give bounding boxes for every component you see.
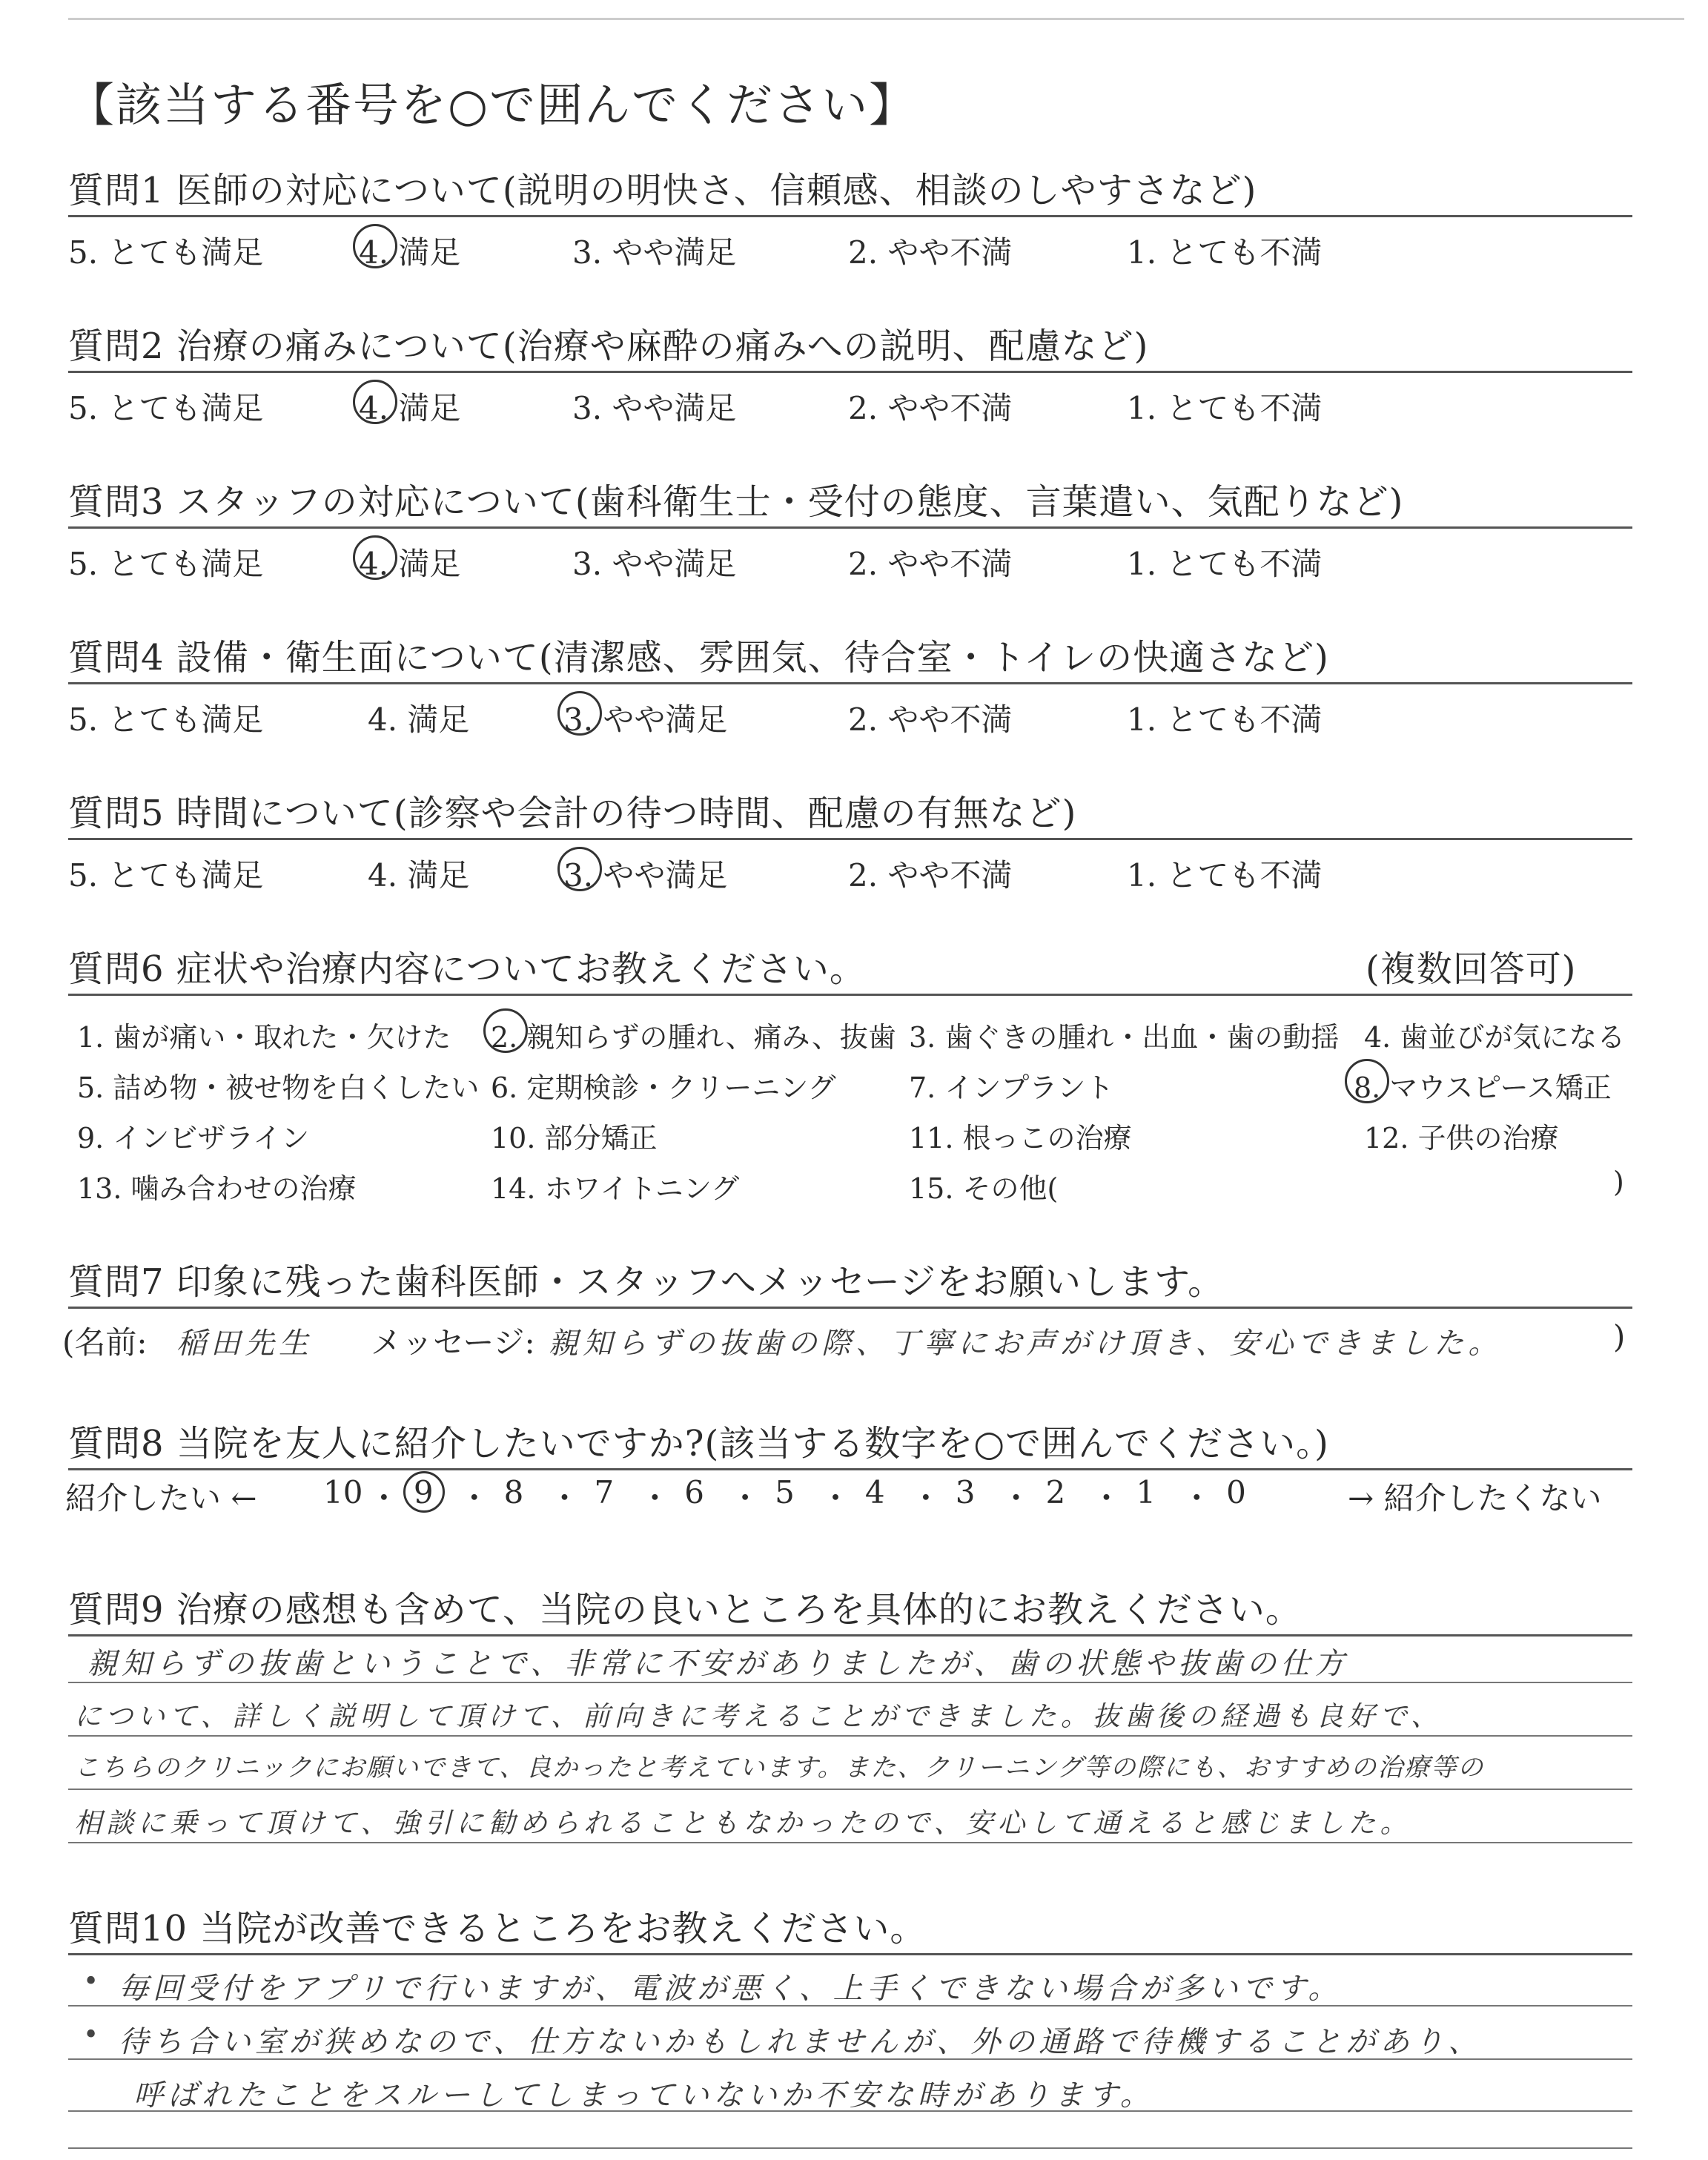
q7-name-value[interactable]: 稲田先生 xyxy=(176,1327,313,1361)
q10-bullet-1: • xyxy=(83,1966,99,1997)
q8-left-label: 紹介したい ← xyxy=(65,1480,257,1516)
q9-answer-line-3[interactable]: こちらのクリニックにお願いできて、良かったと考えています。また、クリーニング等の際にも、おすすめの治療等の xyxy=(74,1753,1485,1783)
q3-option-2[interactable]: 2. やや不満 xyxy=(848,546,1013,582)
q8-number-7[interactable]: 7 xyxy=(594,1474,615,1510)
q10-writing-line-3 xyxy=(68,2110,1632,2112)
q9-writing-line-2 xyxy=(68,1735,1632,1737)
question-6-rule xyxy=(68,994,1632,996)
q6-option-9[interactable]: 9. インビザライン xyxy=(77,1122,310,1155)
question-4-label: 質問4 設備・衛生面について(清潔感、雰囲気、待合室・トイレの快適さなど) xyxy=(68,637,1329,678)
q8-separator: ・ xyxy=(1090,1480,1122,1516)
q1-selected-circle xyxy=(353,224,397,268)
q7-name-label: (名前: xyxy=(62,1324,148,1361)
question-10-label: 質問10 当院が改善できるところをお教えください。 xyxy=(68,1908,927,1949)
question-1-label: 質問1 医師の対応について(説明の明快さ、信頼感、相談のしやすさなど) xyxy=(68,170,1257,211)
q8-number-10[interactable]: 10 xyxy=(323,1474,363,1510)
q5-option-4[interactable]: 4. 満足 xyxy=(368,857,470,894)
q7-message-value[interactable]: 親知らずの抜歯の際、丁寧にお声がけ頂き、安心できました。 xyxy=(549,1327,1503,1361)
q10-answer-line-3[interactable]: 呼ばれたことをスルーしてしまっていないか不安な時があります。 xyxy=(133,2078,1154,2113)
q2-option-4[interactable]: 4. 満足 xyxy=(359,390,461,426)
q1-option-2[interactable]: 2. やや不満 xyxy=(848,234,1013,271)
q1-option-1[interactable]: 1. とても不満 xyxy=(1127,234,1323,271)
q8-number-3[interactable]: 3 xyxy=(955,1474,976,1510)
q8-separator: ・ xyxy=(729,1480,761,1516)
q9-answer-line-1[interactable]: 親知らずの抜歯ということで、非常に不安がありましたが、歯の状態や抜歯の仕方 xyxy=(87,1647,1349,1681)
q7-close: ) xyxy=(1613,1318,1626,1355)
q8-separator: ・ xyxy=(549,1480,580,1516)
question-1-rule xyxy=(68,215,1632,217)
q4-selected-circle xyxy=(557,691,602,736)
q8-right-label: → 紹介したくない xyxy=(1348,1480,1602,1516)
q8-number-1[interactable]: 1 xyxy=(1136,1474,1156,1510)
question-8-label: 質問8 当院を友人に紹介したいですか?(該当する数字を○で囲んでください。) xyxy=(68,1423,1329,1464)
q6-option-8-circle xyxy=(1345,1059,1389,1103)
q8-selected-circle xyxy=(403,1471,445,1513)
question-9-rule xyxy=(68,1634,1632,1636)
q8-separator: ・ xyxy=(1181,1480,1213,1516)
q6-option-14[interactable]: 14. ホワイトニング xyxy=(491,1172,740,1205)
q6-option-2[interactable]: 2. 親知らずの腫れ、痛み、抜歯 xyxy=(491,1021,896,1054)
q8-number-9[interactable]: 9 xyxy=(413,1474,434,1510)
q4-option-3[interactable]: 3. やや満足 xyxy=(563,701,728,738)
q10-writing-line-1 xyxy=(68,2005,1632,2007)
q6-option-10[interactable]: 10. 部分矯正 xyxy=(491,1122,658,1155)
question-7-label: 質問7 印象に残った歯科医師・スタッフへメッセージをお願いします。 xyxy=(68,1261,1225,1303)
q4-option-2[interactable]: 2. やや不満 xyxy=(848,701,1013,738)
q10-writing-line-4 xyxy=(68,2147,1632,2149)
q10-bullet-2: • xyxy=(83,2020,99,2050)
q3-option-5[interactable]: 5. とても満足 xyxy=(68,546,264,582)
q6-option-7[interactable]: 7. インプラント xyxy=(909,1071,1114,1104)
q6-option-13[interactable]: 13. 噛み合わせの治療 xyxy=(77,1172,357,1205)
q8-number-0[interactable]: 0 xyxy=(1226,1474,1246,1510)
question-2-label: 質問2 治療の痛みについて(治療や麻酔の痛みへの説明、配慮など) xyxy=(68,326,1149,367)
q8-number-6[interactable]: 6 xyxy=(684,1474,704,1510)
top-edge-line xyxy=(68,18,1684,20)
q6-option-15[interactable]: 15. その他( xyxy=(909,1172,1059,1205)
question-3-rule xyxy=(68,526,1632,529)
q8-separator: ・ xyxy=(458,1480,490,1516)
question-10-rule xyxy=(68,1953,1632,1955)
q2-option-5[interactable]: 5. とても満足 xyxy=(68,390,264,426)
q5-option-1[interactable]: 1. とても不満 xyxy=(1127,857,1323,894)
question-6-note: (複数回答可) xyxy=(1366,948,1577,990)
q8-number-scale xyxy=(323,1474,1317,1516)
q3-selected-circle xyxy=(353,535,397,580)
q3-option-1[interactable]: 1. とても不満 xyxy=(1127,546,1323,582)
q10-writing-line-2 xyxy=(68,2058,1632,2060)
q8-separator: ・ xyxy=(910,1480,941,1516)
q6-option-15-close: ) xyxy=(1613,1166,1624,1198)
q2-selected-circle xyxy=(353,380,397,424)
q9-writing-line-1 xyxy=(68,1682,1632,1683)
q3-option-4[interactable]: 4. 満足 xyxy=(359,546,461,582)
q4-option-4[interactable]: 4. 満足 xyxy=(368,701,470,738)
q6-option-5[interactable]: 5. 詰め物・被せ物を白くしたい xyxy=(77,1071,480,1104)
q1-option-4[interactable]: 4. 満足 xyxy=(359,234,461,271)
question-5-label: 質問5 時間について(診察や会計の待つ時間、配慮の有無など) xyxy=(68,793,1077,834)
question-3-label: 質問3 スタッフの対応について(歯科衛生士・受付の態度、言葉遣い、気配りなど) xyxy=(68,481,1404,523)
q8-separator: ・ xyxy=(368,1480,400,1516)
q5-option-2[interactable]: 2. やや不満 xyxy=(848,857,1013,894)
q1-option-5[interactable]: 5. とても満足 xyxy=(68,234,264,271)
q2-option-2[interactable]: 2. やや不満 xyxy=(848,390,1013,426)
question-2-rule xyxy=(68,371,1632,373)
q8-separator: ・ xyxy=(1000,1480,1032,1516)
question-7-rule xyxy=(68,1307,1632,1309)
q6-option-12[interactable]: 12. 子供の治療 xyxy=(1364,1122,1559,1155)
page-title: 【該当する番号を○で囲んでください】 xyxy=(68,78,917,132)
question-4-rule xyxy=(68,682,1632,684)
q2-option-1[interactable]: 1. とても不満 xyxy=(1127,390,1323,426)
question-9-label: 質問9 治療の感想も含めて、当院の良いところを具体的にお教えください。 xyxy=(68,1589,1302,1631)
q8-number-8[interactable]: 8 xyxy=(503,1474,524,1510)
q6-option-4[interactable]: 4. 歯並びが気になる xyxy=(1364,1021,1626,1054)
q8-number-2[interactable]: 2 xyxy=(1045,1474,1066,1510)
q6-option-11[interactable]: 11. 根っこの治療 xyxy=(909,1122,1132,1155)
question-6-label: 質問6 症状や治療内容についてお教えください。 xyxy=(68,948,866,990)
question-5-rule xyxy=(68,838,1632,840)
q8-number-4[interactable]: 4 xyxy=(864,1474,885,1510)
q4-option-5[interactable]: 5. とても満足 xyxy=(68,701,264,738)
q10-answer-line-1[interactable]: 毎回受付をアプリで行いますが、電波が悪く、上手くできない場合が多いです。 xyxy=(119,1972,1343,2006)
q6-option-6[interactable]: 6. 定期検診・クリーニング xyxy=(491,1071,836,1104)
q8-number-5[interactable]: 5 xyxy=(775,1474,795,1510)
q6-option-1[interactable]: 1. 歯が痛い・取れた・欠けた xyxy=(77,1021,451,1054)
q6-option-3[interactable]: 3. 歯ぐきの腫れ・出血・歯の動揺 xyxy=(909,1021,1340,1054)
q9-answer-line-4[interactable]: 相談に乗って頂けて、強引に勧められることもなかったので、安心して通えると感じました。 xyxy=(74,1807,1412,1839)
q5-option-3[interactable]: 3. やや満足 xyxy=(563,857,728,894)
q8-separator: ・ xyxy=(820,1480,852,1516)
q1-option-3[interactable]: 3. やや満足 xyxy=(572,234,737,271)
q5-selected-circle xyxy=(557,847,602,891)
q7-message-label: メッセージ: xyxy=(371,1324,535,1361)
question-8-rule xyxy=(68,1468,1632,1470)
q2-option-3[interactable]: 3. やや満足 xyxy=(572,390,737,426)
q4-option-1[interactable]: 1. とても不満 xyxy=(1127,701,1323,738)
q6-option-2-circle xyxy=(483,1008,528,1053)
q6-option-8[interactable]: 8. マウスピース矯正 xyxy=(1354,1071,1612,1104)
q5-option-5[interactable]: 5. とても満足 xyxy=(68,857,264,894)
q8-separator: ・ xyxy=(639,1480,671,1516)
q9-answer-line-2[interactable]: について、詳しく説明して頂けて、前向きに考えることができました。抜歯後の経過も良好で、 xyxy=(74,1700,1443,1732)
q9-writing-line-4 xyxy=(68,1842,1632,1843)
q3-option-3[interactable]: 3. やや満足 xyxy=(572,546,737,582)
q10-answer-line-2[interactable]: 待ち合い室が狭めなので、仕方ないかもしれませんが、外の通路で待機することがあり、 xyxy=(119,2025,1483,2059)
q9-writing-line-3 xyxy=(68,1789,1632,1790)
